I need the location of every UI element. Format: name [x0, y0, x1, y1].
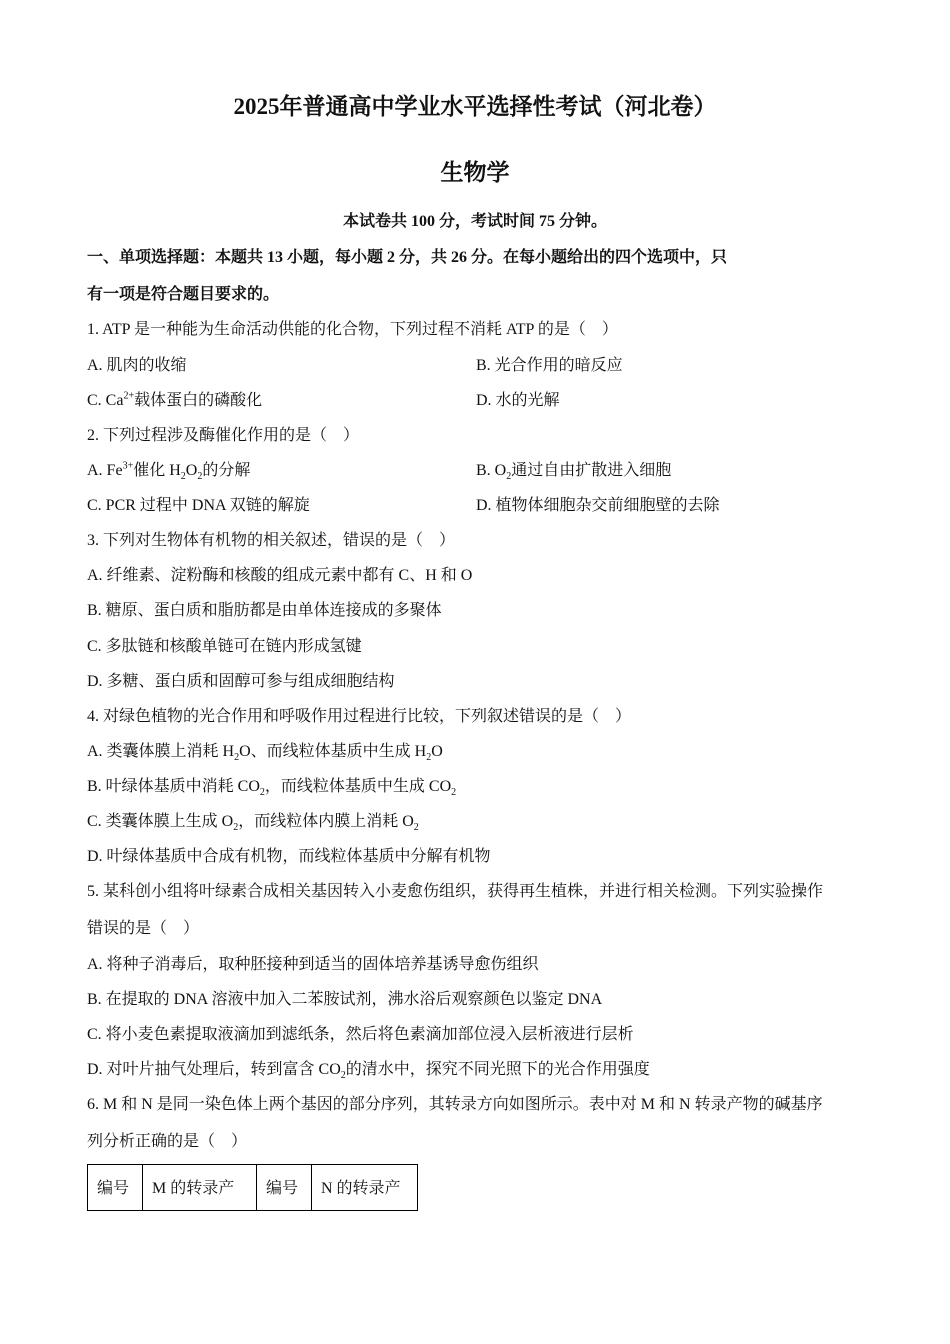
q1-option-b: B. 光合作用的暗反应 — [476, 357, 623, 374]
subject-title: 生物学 — [440, 160, 510, 185]
exam-title: 2025年普通高中学业水平选择性考试（河北卷） — [233, 94, 717, 119]
q2-stem: 2. 下列过程涉及酶催化作用的是（ ） — [87, 427, 360, 444]
q5-option-b: B. 在提取的 DNA 溶液中加入二苯胺试剂，沸水浴后观察颜色以鉴定 DNA — [87, 991, 603, 1008]
q2-option-c: C. PCR 过程中 DNA 双链的解旋 — [87, 497, 310, 514]
q4-option-c: C. 类囊体膜上生成 $O_2$，而线粒体内膜上消耗 $O_2$ — [87, 813, 419, 834]
q5-stem-line2: 错误的是（ ） — [87, 920, 200, 937]
q2-option-d: D. 植物体细胞杂交前细胞壁的去除 — [476, 497, 720, 514]
q2-option-b: B. $O_2$通过自由扩散进入细胞 — [476, 462, 672, 483]
table-header-row — [88, 1165, 418, 1211]
table-header-cell: 编号 — [257, 1165, 312, 1211]
table-header-cell: M 的转录产 — [143, 1165, 257, 1211]
q6-table — [87, 1164, 418, 1211]
section-heading-line2: 有一项是符合题目要求的。 — [87, 286, 280, 303]
q4-option-d: D. 叶绿体基质中合成有机物，而线粒体基质中分解有机物 — [87, 848, 491, 865]
q4-stem: 4. 对绿色植物的光合作用和呼吸作用过程进行比较，下列叙述错误的是（ ） — [87, 708, 632, 725]
q3-option-c: C. 多肽链和核酸单链可在链内形成氢键 — [87, 638, 362, 655]
q1-stem: 1. ATP 是一种能为生命活动供能的化合物，下列过程不消耗 ATP 的是（ ） — [87, 321, 618, 338]
q6-stem-line1: 6. M 和 N 是同一染色体上两个基因的部分序列，其转录方向如图所示。表中对 M 和 N 转录产物的碱基序 — [87, 1096, 823, 1113]
table-header-cell: N 的转录产 — [312, 1165, 418, 1211]
q5-stem-line1: 5. 某科创小组将叶绿素合成相关基因转入小麦愈伤组织，获得再生植株，并进行相关检测。下列实验操作 — [87, 883, 824, 900]
q3-option-a: A. 纤维素、淀粉酶和核酸的组成元素中都有 C、H 和 O — [87, 567, 473, 584]
q3-option-b: B. 糖原、蛋白质和脂肪都是由单体连接成的多聚体 — [87, 602, 442, 619]
q4-option-b: B. 叶绿体基质中消耗 $CO_2$，而线粒体基质中生成 $CO_2$ — [87, 778, 457, 799]
exam-info: 本试卷共 100 分，考试时间 75 分钟。 — [342, 213, 607, 230]
q1-option-c: C. $Ca^{2+}$载体蛋白的磷酸化 — [87, 390, 263, 409]
q1-option-d: D. 水的光解 — [476, 392, 560, 409]
q3-option-d: D. 多糖、蛋白质和固醇可参与组成细胞结构 — [87, 673, 395, 690]
q5-option-a: A. 将种子消毒后，取种胚接种到适当的固体培养基诱导愈伤组织 — [87, 956, 539, 973]
q2-option-a: A. $Fe^{3+}$催化 $H_2O_2$的分解 — [87, 460, 251, 483]
q5-option-c: C. 将小麦色素提取液滴加到滤纸条，然后将色素滴加部位浸入层析液进行层析 — [87, 1026, 634, 1043]
q5-option-d: D. 对叶片抽气处理后，转到富含 $CO_2$的清水中，探究不同光照下的光合作用强度 — [87, 1061, 650, 1082]
q6-stem-line2: 列分析正确的是（ ） — [87, 1133, 248, 1150]
section-heading-line1: 一、单项选择题：本题共 13 小题，每小题 2 分，共 26 分。在每小题给出的四个选项中，只 — [87, 249, 728, 266]
table-header-cell: 编号 — [88, 1165, 143, 1211]
q4-option-a: A. 类囊体膜上消耗 $H_2O$、而线粒体基质中生成 $H_2O$ — [87, 743, 443, 764]
q3-stem: 3. 下列对生物体有机物的相关叙述，错误的是（ ） — [87, 532, 456, 549]
q1-option-a: A. 肌肉的收缩 — [87, 357, 187, 374]
